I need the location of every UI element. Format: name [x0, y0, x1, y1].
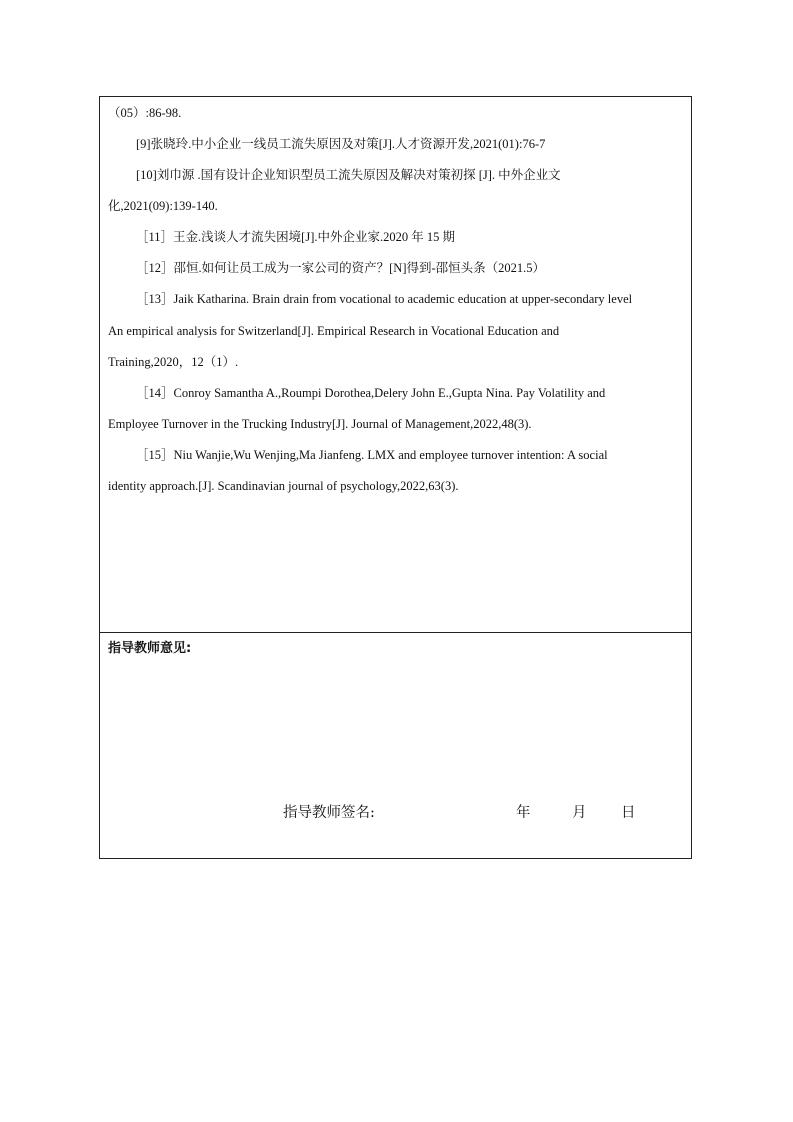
references-box	[99, 96, 692, 633]
advisor-signature-label: 指导教师签名:	[283, 805, 375, 821]
reference-line: Employee Turnover in the Trucking Industry[J]. Journal of Management,2022,48(3).	[108, 417, 532, 431]
reference-line: ［12］邵恒.如何让员工成为一家公司的资产？[N]得到-邵恒头条（2021.5）	[136, 261, 546, 275]
reference-line: [10]刘巾源 .国有设计企业知识型员工流失原因及解决对策初探 [J]. 中外企业文	[136, 168, 561, 182]
advisor-opinion-box	[99, 632, 692, 859]
reference-line: An empirical analysis for Switzerland[J]. Empirical Research in Vocational Education and	[108, 324, 560, 338]
year-label: 年	[516, 805, 531, 821]
day-label: 日	[621, 805, 636, 821]
reference-line: [9]张晓玲.中小企业一线员工流失原因及对策[J].人才资源开发,2021(01):76-7	[136, 137, 546, 151]
reference-line: Training,2020，12（1）.	[108, 355, 239, 369]
reference-line: ［11］王金.浅谈人才流失困境[J].中外企业家.2020 年 15 期	[136, 230, 455, 244]
reference-line: （05）:86-98.	[108, 106, 182, 120]
advisor-opinion-heading: 指导教师意见:	[108, 641, 192, 656]
month-label: 月	[572, 805, 587, 821]
reference-line: ［14］Conroy Samantha A.,Roumpi Dorothea,Delery John E.,Gupta Nina. Pay Volatility and	[136, 386, 606, 400]
reference-line: identity approach.[J]. Scandinavian journal of psychology,2022,63(3).	[108, 479, 459, 493]
reference-line: ［13］Jaik Katharina. Brain drain from vocational to academic education at upper-secondary level	[136, 292, 633, 306]
reference-line: 化,2021(09):139-140.	[108, 199, 218, 213]
reference-line: ［15］Niu Wanjie,Wu Wenjing,Ma Jianfeng. LMX and employee turnover intention: A social	[136, 448, 608, 462]
